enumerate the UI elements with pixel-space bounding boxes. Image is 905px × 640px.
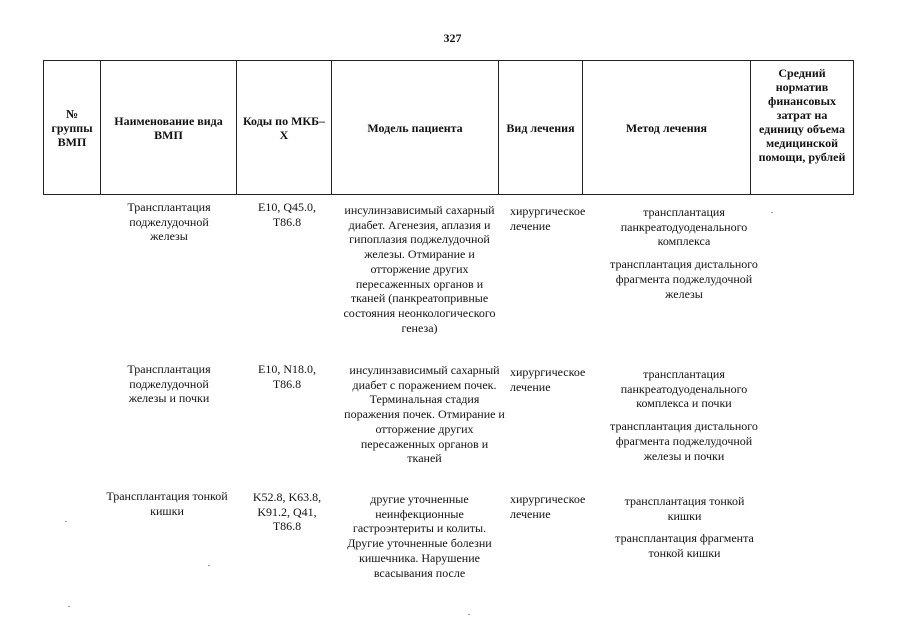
header-icd-codes-text: Коды по МКБ–Х bbox=[242, 113, 326, 142]
header-patient-model-text: Модель пациента bbox=[367, 120, 463, 135]
row1-patient-model: инсулинзависимый сахарный диабет. Агенезия, аплазия и гипоплазия поджелудочной железы. Отмирание и отторжение других пересаженных органов и тканей (панкреатопривные состояния неонкологического генеза) bbox=[343, 203, 496, 335]
header-treatment-method-text: Метод лечения bbox=[625, 120, 708, 135]
header-vmp-name bbox=[100, 60, 237, 195]
page-number: 327 bbox=[443, 31, 462, 45]
row1-treatment-method bbox=[608, 205, 760, 301]
row1-method-1: трансплантация панкреатодуоденального комплекса bbox=[620, 205, 748, 249]
scan-speck bbox=[208, 565, 210, 566]
row1-vmp-name: Трансплантация поджелудочной железы bbox=[127, 200, 211, 244]
header-group-number-text: № группы ВМП bbox=[51, 106, 93, 149]
header-treatment-type-text: Вид лечения bbox=[506, 120, 575, 135]
header-group-number bbox=[43, 60, 101, 195]
header-average-cost bbox=[750, 60, 854, 195]
row3-method-1: трансплантация тонкой кишки bbox=[624, 494, 745, 523]
scan-speck bbox=[468, 614, 470, 615]
row2-icd-codes: E10, N18.0, T86.8 bbox=[258, 362, 316, 391]
header-patient-model bbox=[331, 60, 499, 195]
row1-icd-codes: E10, Q45.0, T86.8 bbox=[258, 200, 316, 229]
row3-vmp-name: Трансплантация тонкой кишки bbox=[106, 489, 228, 518]
row1-method-2: трансплантация дистального фрагмента поджелудочной железы bbox=[610, 257, 758, 301]
row1-treatment-type: хирургическое лечение bbox=[510, 204, 586, 233]
row2-treatment-method bbox=[608, 367, 760, 463]
row2-patient-model: инсулинзависимый сахарный диабет с поражением почек. Терминальная стадия поражения почек. Отмирание и отторжение других пересаженных органов и тканей bbox=[344, 363, 505, 466]
row3-method-2: трансплантация фрагмента тонкой кишки bbox=[615, 531, 754, 561]
header-average-cost-text: Средний норматив финансовых затрат на единицу объема медицинской помощи, рублей bbox=[758, 66, 846, 164]
header-treatment-type bbox=[498, 60, 583, 195]
row3-treatment-type: хирургическое лечение bbox=[510, 492, 586, 521]
row3-icd-codes: K52.8, K63.8, K91.2, Q41, T86.8 bbox=[252, 490, 322, 534]
header-vmp-name-text: Наименование вида ВМП bbox=[114, 113, 223, 142]
row2-method-1: трансплантация панкреатодуоденального комплекса и почки bbox=[620, 367, 748, 411]
scan-speck bbox=[771, 212, 773, 213]
header-icd-codes bbox=[236, 60, 332, 195]
scan-speck bbox=[68, 606, 70, 607]
row2-method-2: трансплантация дистального фрагмента поджелудочной железы и почки bbox=[610, 419, 758, 463]
row3-patient-model: другие уточненные неинфекционные гастроэнтериты и колиты. Другие уточненные болезни кишечника. Нарушение всасывания после bbox=[347, 492, 492, 580]
row3-treatment-method bbox=[612, 494, 757, 561]
row2-vmp-name: Трансплантация поджелудочной железы и почки bbox=[127, 362, 211, 406]
scan-speck bbox=[65, 521, 67, 522]
header-treatment-method bbox=[582, 60, 751, 195]
row2-treatment-type: хирургическое лечение bbox=[510, 365, 586, 394]
